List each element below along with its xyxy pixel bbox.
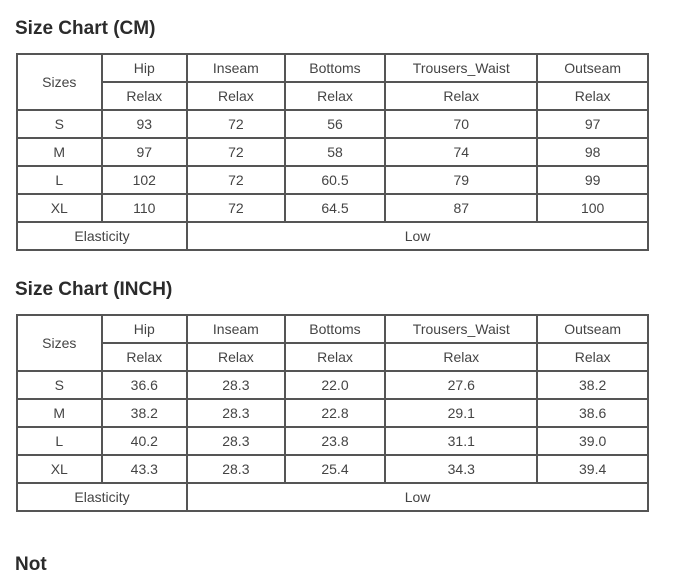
header-sizes: Sizes bbox=[17, 315, 102, 371]
cell-trousers-waist: 79 bbox=[385, 166, 537, 194]
fit-bottoms: Relax bbox=[285, 343, 386, 371]
cell-hip: 40.2 bbox=[102, 427, 188, 455]
size-label: XL bbox=[17, 194, 102, 222]
table-row bbox=[17, 371, 648, 399]
cell-bottoms: 56 bbox=[285, 110, 386, 138]
table-elasticity-row bbox=[17, 222, 648, 250]
table-header-row bbox=[17, 315, 648, 343]
table-row bbox=[17, 138, 648, 166]
header-hip: Hip bbox=[102, 54, 188, 82]
size-chart-inch-table bbox=[16, 314, 649, 512]
table-row bbox=[17, 427, 648, 455]
cell-inseam: 28.3 bbox=[187, 427, 285, 455]
header-outseam: Outseam bbox=[537, 54, 648, 82]
cell-trousers-waist: 70 bbox=[385, 110, 537, 138]
cell-outseam: 38.2 bbox=[537, 371, 648, 399]
table-row bbox=[17, 166, 648, 194]
header-bottoms: Bottoms bbox=[285, 54, 386, 82]
header-inseam: Inseam bbox=[187, 54, 285, 82]
fit-inseam: Relax bbox=[187, 343, 285, 371]
size-label: S bbox=[17, 371, 102, 399]
cell-inseam: 72 bbox=[187, 110, 285, 138]
header-trousers-waist: Trousers_Waist bbox=[385, 315, 537, 343]
size-chart-cm-table bbox=[16, 53, 649, 251]
cell-outseam: 39.0 bbox=[537, 427, 648, 455]
cell-hip: 38.2 bbox=[102, 399, 188, 427]
fit-hip: Relax bbox=[102, 82, 188, 110]
table-elasticity-row bbox=[17, 483, 648, 511]
header-outseam: Outseam bbox=[537, 315, 648, 343]
cell-bottoms: 64.5 bbox=[285, 194, 386, 222]
elasticity-label: Elasticity bbox=[17, 222, 187, 250]
fit-hip: Relax bbox=[102, 343, 188, 371]
header-bottoms: Bottoms bbox=[285, 315, 386, 343]
cell-bottoms: 22.8 bbox=[285, 399, 386, 427]
cell-bottoms: 60.5 bbox=[285, 166, 386, 194]
size-chart-inch-title: Size Chart (INCH) bbox=[15, 279, 173, 300]
cell-outseam: 100 bbox=[537, 194, 648, 222]
size-chart-cm-title: Size Chart (CM) bbox=[15, 18, 156, 39]
fit-outseam: Relax bbox=[537, 82, 648, 110]
size-label: L bbox=[17, 427, 102, 455]
fit-inseam: Relax bbox=[187, 82, 285, 110]
cell-trousers-waist: 34.3 bbox=[385, 455, 537, 483]
table-fit-row bbox=[17, 343, 648, 371]
table-row bbox=[17, 399, 648, 427]
cell-bottoms: 22.0 bbox=[285, 371, 386, 399]
size-label: M bbox=[17, 138, 102, 166]
cell-hip: 102 bbox=[102, 166, 188, 194]
cell-trousers-waist: 31.1 bbox=[385, 427, 537, 455]
fit-trousers-waist: Relax bbox=[385, 343, 537, 371]
cell-bottoms: 58 bbox=[285, 138, 386, 166]
fit-bottoms: Relax bbox=[285, 82, 386, 110]
cell-trousers-waist: 74 bbox=[385, 138, 537, 166]
cell-outseam: 97 bbox=[537, 110, 648, 138]
size-label: L bbox=[17, 166, 102, 194]
cell-hip: 97 bbox=[102, 138, 188, 166]
elasticity-value: Low bbox=[187, 483, 648, 511]
cell-outseam: 39.4 bbox=[537, 455, 648, 483]
cell-hip: 110 bbox=[102, 194, 188, 222]
table-row bbox=[17, 455, 648, 483]
header-hip: Hip bbox=[102, 315, 188, 343]
elasticity-value: Low bbox=[187, 222, 648, 250]
cell-inseam: 72 bbox=[187, 138, 285, 166]
cell-hip: 43.3 bbox=[102, 455, 188, 483]
header-sizes: Sizes bbox=[17, 54, 102, 110]
header-trousers-waist: Trousers_Waist bbox=[385, 54, 537, 82]
elasticity-label: Elasticity bbox=[17, 483, 187, 511]
fit-outseam: Relax bbox=[537, 343, 648, 371]
note-heading: Not bbox=[15, 554, 47, 575]
cell-inseam: 72 bbox=[187, 194, 285, 222]
cell-trousers-waist: 29.1 bbox=[385, 399, 537, 427]
table-header-row bbox=[17, 54, 648, 82]
cell-trousers-waist: 87 bbox=[385, 194, 537, 222]
cell-inseam: 28.3 bbox=[187, 455, 285, 483]
cell-inseam: 72 bbox=[187, 166, 285, 194]
cell-outseam: 38.6 bbox=[537, 399, 648, 427]
cell-hip: 36.6 bbox=[102, 371, 188, 399]
cell-inseam: 28.3 bbox=[187, 371, 285, 399]
cell-hip: 93 bbox=[102, 110, 188, 138]
cell-inseam: 28.3 bbox=[187, 399, 285, 427]
table-fit-row bbox=[17, 82, 648, 110]
table-row bbox=[17, 194, 648, 222]
size-label: XL bbox=[17, 455, 102, 483]
size-label: S bbox=[17, 110, 102, 138]
fit-trousers-waist: Relax bbox=[385, 82, 537, 110]
header-inseam: Inseam bbox=[187, 315, 285, 343]
table-row bbox=[17, 110, 648, 138]
cell-trousers-waist: 27.6 bbox=[385, 371, 537, 399]
cell-outseam: 98 bbox=[537, 138, 648, 166]
cell-bottoms: 23.8 bbox=[285, 427, 386, 455]
cell-outseam: 99 bbox=[537, 166, 648, 194]
size-label: M bbox=[17, 399, 102, 427]
cell-bottoms: 25.4 bbox=[285, 455, 386, 483]
